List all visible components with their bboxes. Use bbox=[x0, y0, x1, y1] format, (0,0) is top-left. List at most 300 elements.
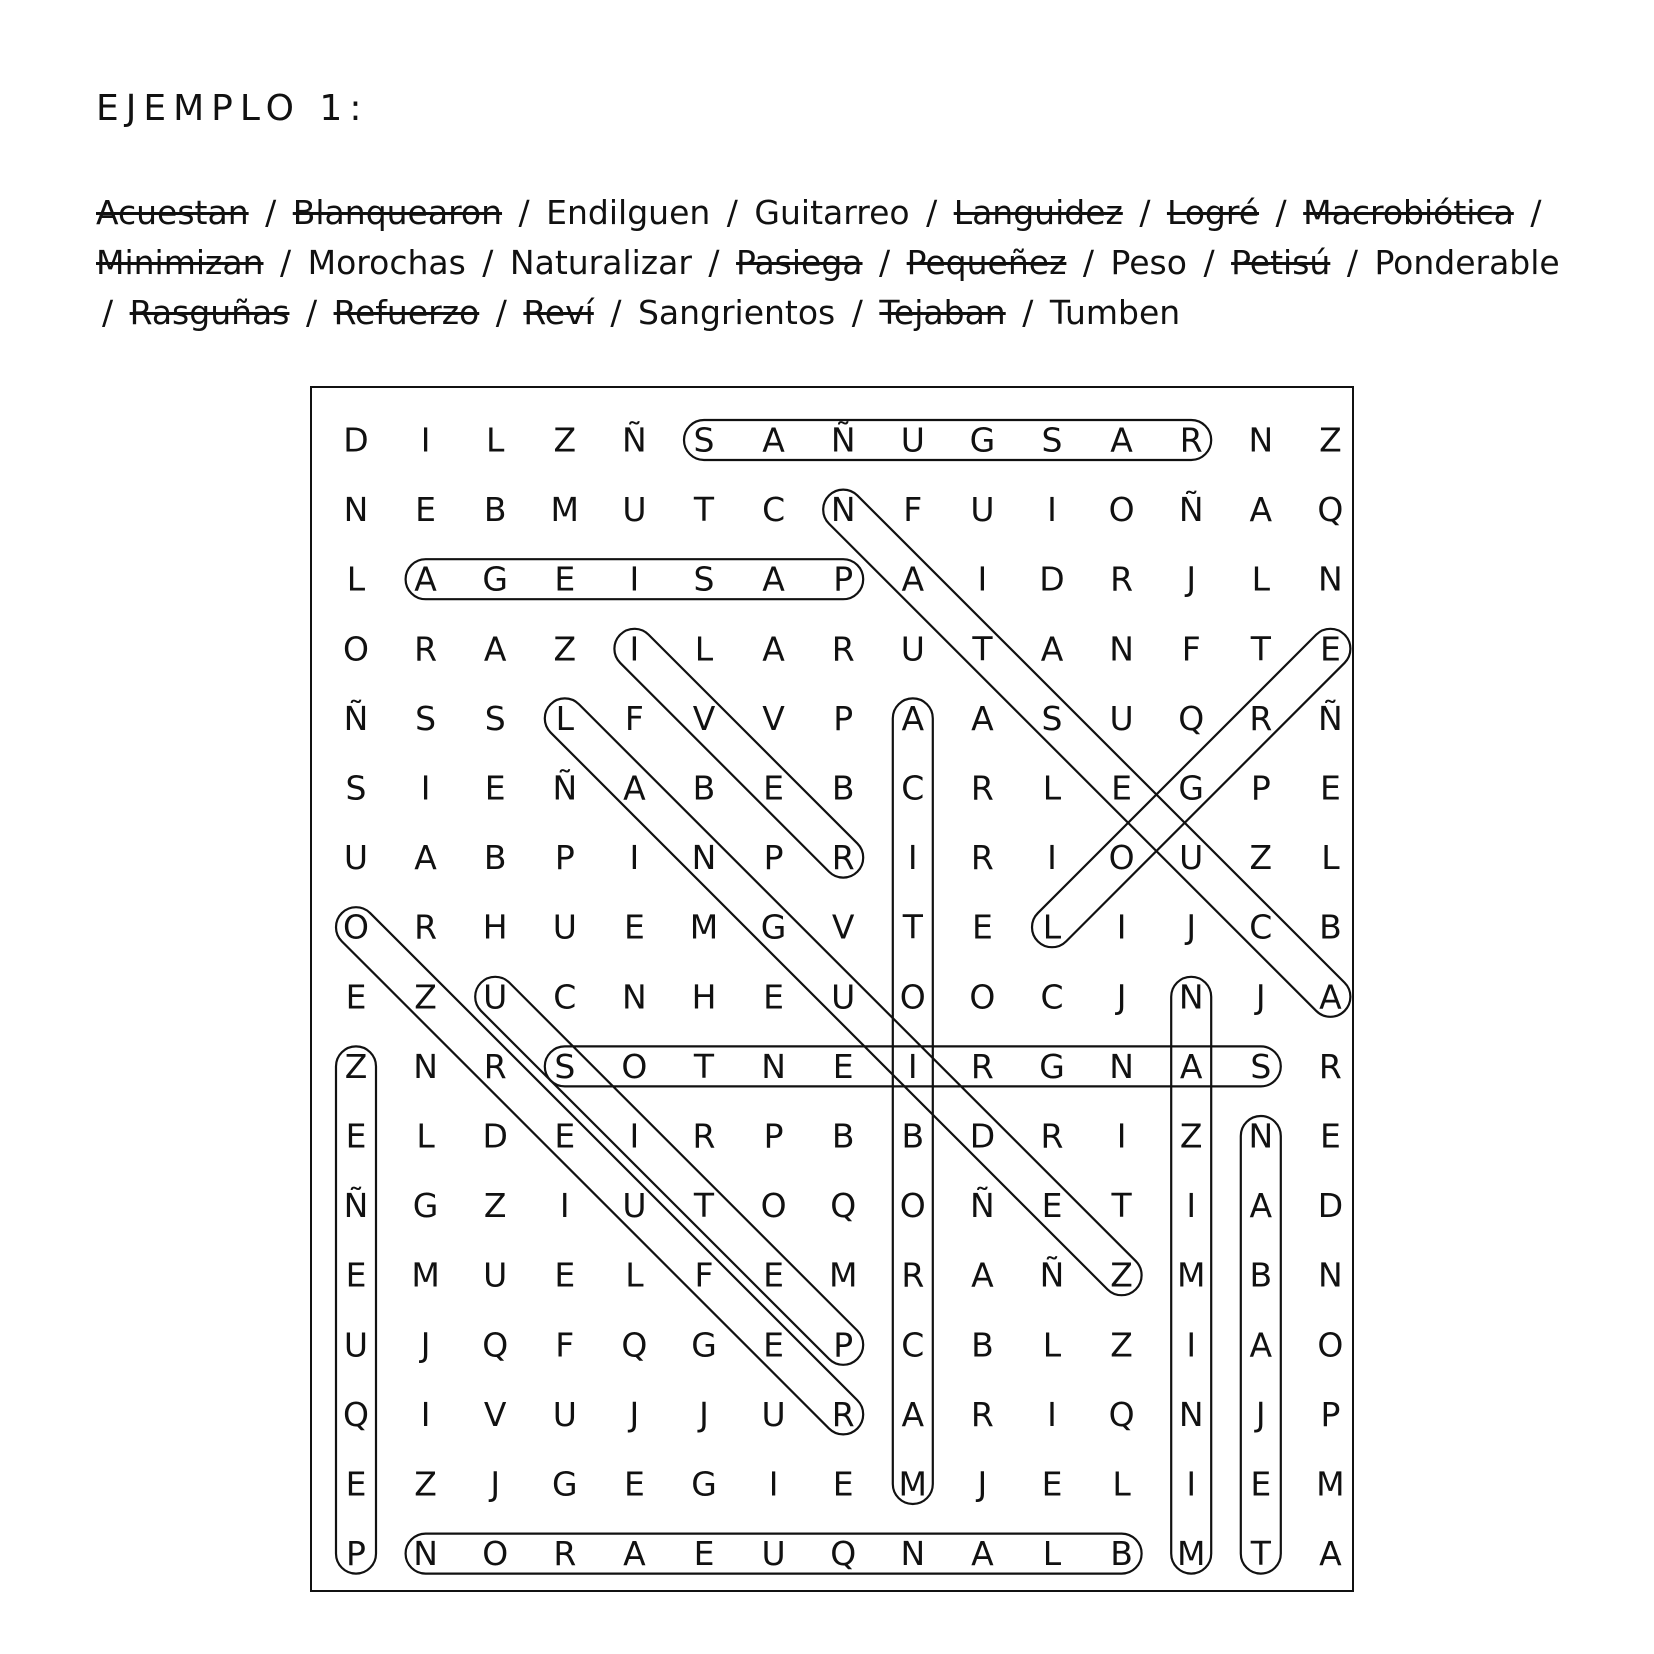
grid-cell: I bbox=[629, 1116, 640, 1156]
grid-cell: T bbox=[1250, 629, 1271, 669]
grid-cell: U bbox=[1109, 698, 1134, 738]
grid-cell: R bbox=[901, 1255, 925, 1295]
puzzle-title: EJEMPLO 1: bbox=[96, 88, 369, 129]
grid-cell: Ñ bbox=[622, 420, 647, 460]
grid-cell: O bbox=[343, 629, 369, 669]
grid-cell: Z bbox=[414, 1464, 437, 1504]
grid-cell: Q bbox=[482, 1325, 509, 1365]
grid-cell: Z bbox=[1249, 838, 1273, 878]
grid-cell: Q bbox=[343, 1394, 369, 1434]
grid-cell: N bbox=[1248, 420, 1274, 460]
grid-cell: M bbox=[1176, 1255, 1206, 1295]
word-separator: / bbox=[610, 293, 622, 332]
found-word-loop bbox=[893, 698, 933, 1504]
grid-cell: L bbox=[625, 1255, 644, 1295]
grid-cell: M bbox=[411, 1255, 440, 1295]
grid-cell: B bbox=[483, 490, 507, 530]
grid-cell: E bbox=[1319, 1116, 1341, 1156]
grid-cell: E bbox=[1250, 1464, 1272, 1504]
grid-cell: S bbox=[1041, 698, 1063, 738]
grid-cell: E bbox=[345, 1464, 367, 1504]
grid-cell: I bbox=[420, 1394, 431, 1434]
grid-cell: U bbox=[761, 1534, 786, 1574]
grid-cell: E bbox=[763, 768, 785, 808]
word-separator: / bbox=[1530, 193, 1542, 232]
grid-cell: I bbox=[1116, 907, 1127, 947]
grid-cell: E bbox=[763, 1325, 785, 1365]
word-7: Minimizan bbox=[96, 243, 264, 282]
grid-cell: G bbox=[552, 1464, 578, 1504]
word-separator: / bbox=[726, 193, 738, 232]
grid-cell: A bbox=[971, 698, 994, 738]
word-3: Guitarreo bbox=[754, 193, 910, 232]
grid-cell: E bbox=[623, 907, 645, 947]
word-separator: / bbox=[305, 293, 318, 332]
grid-cell: T bbox=[1250, 1534, 1271, 1574]
grid-cell: T bbox=[902, 907, 923, 947]
grid-cell: N bbox=[413, 1534, 438, 1574]
grid-cell: O bbox=[969, 977, 996, 1017]
word-separator: / bbox=[879, 243, 891, 282]
grid-cell: U bbox=[622, 1186, 647, 1226]
word-13: Petisú bbox=[1231, 243, 1331, 282]
grid-cell: R bbox=[970, 1394, 994, 1434]
grid-cell: E bbox=[345, 977, 367, 1017]
word-separator: / bbox=[851, 293, 863, 332]
grid-cell: S bbox=[1041, 420, 1063, 460]
grid-cell: U bbox=[343, 838, 369, 878]
grid-cell: O bbox=[760, 1186, 787, 1226]
grid-cell: B bbox=[831, 1116, 855, 1156]
grid-cell: N bbox=[830, 490, 856, 530]
grid-cell: B bbox=[1110, 1534, 1133, 1574]
grid-cell: E bbox=[554, 559, 576, 599]
grid-cell: E bbox=[1041, 1186, 1063, 1226]
grid-cell: S bbox=[693, 420, 715, 460]
word-separator: / bbox=[1275, 193, 1287, 232]
found-word-loop bbox=[328, 899, 872, 1443]
grid-cell: N bbox=[343, 490, 369, 530]
grid-cell: Ñ bbox=[1178, 490, 1204, 530]
grid-cell: L bbox=[1042, 907, 1062, 947]
grid-cell: E bbox=[1111, 768, 1133, 808]
grid-cell: N bbox=[1248, 1116, 1274, 1156]
grid-cell: T bbox=[972, 629, 993, 669]
grid-cell: J bbox=[1186, 907, 1197, 947]
word-18: Sangrientos bbox=[637, 293, 836, 332]
grid-cell: S bbox=[554, 1046, 576, 1086]
grid-cell: F bbox=[694, 1255, 714, 1295]
grid-cell: F bbox=[903, 490, 923, 530]
word-search-board bbox=[310, 386, 1354, 1592]
grid-cell: R bbox=[1040, 1116, 1064, 1156]
grid-cell: O bbox=[621, 1046, 648, 1086]
grid-cell: U bbox=[831, 977, 856, 1017]
grid-cell: A bbox=[901, 698, 925, 738]
grid-cell: A bbox=[762, 420, 785, 460]
word-6: Macrobiótica bbox=[1303, 193, 1514, 232]
grid-cell: L bbox=[486, 420, 505, 460]
grid-cell: G bbox=[482, 559, 508, 599]
grid-cell: Q bbox=[830, 1534, 857, 1574]
grid-cell: I bbox=[907, 838, 918, 878]
grid-cell: P bbox=[554, 838, 575, 878]
grid-cell: R bbox=[483, 1046, 507, 1086]
grid-cell: E bbox=[763, 1255, 785, 1295]
grid-cell: B bbox=[1319, 907, 1342, 947]
word-2: Endilguen bbox=[546, 193, 711, 232]
grid-cell: J bbox=[490, 1464, 501, 1504]
grid-cell: D bbox=[343, 420, 369, 460]
grid-cell: N bbox=[1178, 1394, 1204, 1434]
grid-cell: Z bbox=[1110, 1325, 1133, 1365]
grid-cell: Q bbox=[621, 1325, 648, 1365]
grid-cell: R bbox=[1179, 420, 1203, 460]
word-15: Rasguñas bbox=[129, 293, 290, 332]
grid-cell: R bbox=[692, 1116, 716, 1156]
grid-cell: L bbox=[1321, 838, 1340, 878]
grid-cell: R bbox=[970, 768, 994, 808]
grid-cell: F bbox=[555, 1325, 575, 1365]
grid-cell: A bbox=[971, 1534, 994, 1574]
grid-cell: N bbox=[691, 838, 717, 878]
grid-cell: Z bbox=[414, 977, 437, 1017]
grid-cell: E bbox=[554, 1116, 576, 1156]
grid-cell: I bbox=[907, 1046, 918, 1086]
word-separator: / bbox=[1082, 243, 1095, 282]
grid-cell: A bbox=[1249, 490, 1273, 530]
grid-cell: Z bbox=[483, 1186, 507, 1226]
grid-cell: E bbox=[1041, 1464, 1063, 1504]
grid-cell: A bbox=[414, 559, 437, 599]
grid-cell: B bbox=[483, 838, 507, 878]
grid-cell: L bbox=[416, 1116, 435, 1156]
grid-cell: R bbox=[414, 629, 438, 669]
grid-cell: E bbox=[623, 1464, 645, 1504]
grid-cell: B bbox=[831, 768, 855, 808]
word-separator: / bbox=[1346, 243, 1358, 282]
grid-cell: P bbox=[833, 559, 854, 599]
grid-cell: J bbox=[699, 1394, 709, 1434]
grid-cell: J bbox=[1255, 977, 1266, 1017]
word-separator: / bbox=[495, 293, 507, 332]
grid-cell: N bbox=[413, 1046, 438, 1086]
grid-cell: M bbox=[828, 1255, 858, 1295]
word-17: Reví bbox=[523, 293, 594, 332]
grid-cell: E bbox=[345, 1255, 367, 1295]
grid-cell: D bbox=[1039, 559, 1065, 599]
grid-cell: V bbox=[483, 1394, 507, 1434]
word-separator: / bbox=[1022, 293, 1034, 332]
grid-cell: I bbox=[420, 420, 431, 460]
grid-cell: R bbox=[414, 907, 438, 947]
grid-cell: P bbox=[833, 698, 854, 738]
grid-cell: L bbox=[346, 559, 366, 599]
word-11: Pequeñez bbox=[906, 243, 1067, 282]
grid-cell: O bbox=[1108, 490, 1135, 530]
grid-cell: I bbox=[1116, 1116, 1127, 1156]
grid-cell: R bbox=[553, 1534, 577, 1574]
grid-cell: R bbox=[831, 629, 855, 669]
grid-cell: D bbox=[1317, 1186, 1344, 1226]
grid-cell: C bbox=[762, 490, 786, 530]
word-list bbox=[96, 188, 1576, 338]
grid-cell: G bbox=[691, 1325, 717, 1365]
grid-cell: U bbox=[343, 1325, 369, 1365]
grid-cell: J bbox=[420, 1325, 431, 1365]
grid-cell: S bbox=[693, 559, 715, 599]
grid-cell: G bbox=[1039, 1046, 1065, 1086]
word-separator: / bbox=[1203, 243, 1215, 282]
grid-cell: B bbox=[971, 1325, 994, 1365]
grid-cell: P bbox=[833, 1325, 854, 1365]
grid-cell: T bbox=[693, 1186, 715, 1226]
grid-cell: L bbox=[1042, 1534, 1062, 1574]
grid-cell: C bbox=[901, 768, 925, 808]
word-1: Blanquearon bbox=[292, 193, 503, 232]
word-separator: / bbox=[280, 243, 292, 282]
grid-cell: A bbox=[1319, 977, 1342, 1017]
grid-cell: A bbox=[623, 768, 646, 808]
found-word-loop bbox=[467, 969, 872, 1374]
grid-cell: Z bbox=[344, 1046, 368, 1086]
grid-cell: Z bbox=[553, 420, 577, 460]
grid-cell: E bbox=[484, 768, 506, 808]
grid-cell: Ñ bbox=[1318, 698, 1343, 738]
grid-cell: L bbox=[1042, 1325, 1062, 1365]
word-20: Tumben bbox=[1049, 293, 1181, 332]
grid-cell: I bbox=[629, 629, 640, 669]
grid-cell: J bbox=[1186, 559, 1197, 599]
grid-cell: E bbox=[345, 1116, 367, 1156]
word-9: Naturalizar bbox=[509, 243, 692, 282]
grid-cell: R bbox=[831, 838, 855, 878]
grid-cell: B bbox=[692, 768, 716, 808]
grid-cell: G bbox=[691, 1464, 717, 1504]
grid-cell: A bbox=[762, 559, 785, 599]
grid-cell: N bbox=[900, 1534, 926, 1574]
grid-cell: O bbox=[899, 1186, 926, 1226]
grid-cell: Z bbox=[1319, 420, 1342, 460]
grid-cell: I bbox=[1186, 1464, 1197, 1504]
grid-cell: C bbox=[1040, 977, 1064, 1017]
grid-cell: I bbox=[1047, 1394, 1057, 1434]
word-14: Ponderable bbox=[1374, 243, 1560, 282]
grid-cell: I bbox=[1186, 1325, 1197, 1365]
grid-cell: E bbox=[1319, 629, 1341, 669]
grid-cell: B bbox=[1249, 1255, 1273, 1295]
grid-cell: P bbox=[346, 1534, 366, 1574]
grid-cell: R bbox=[1110, 559, 1134, 599]
grid-cell: L bbox=[1251, 559, 1270, 599]
grid-cell: F bbox=[1181, 629, 1201, 669]
grid-cell: U bbox=[900, 629, 925, 669]
grid-cell: Z bbox=[553, 629, 577, 669]
grid-cell: F bbox=[624, 698, 644, 738]
grid-cell: C bbox=[1249, 907, 1273, 947]
grid-cell: Q bbox=[1317, 490, 1344, 530]
grid-cell: U bbox=[552, 907, 577, 947]
grid-cell: U bbox=[483, 1255, 508, 1295]
grid-cell: L bbox=[1042, 768, 1062, 808]
grid-cell: N bbox=[1318, 559, 1343, 599]
grid-cell: A bbox=[1179, 1046, 1203, 1086]
word-separator: / bbox=[265, 193, 277, 232]
grid-cell: M bbox=[1316, 1464, 1345, 1504]
grid-cell: N bbox=[1178, 977, 1204, 1017]
grid-cell: Ñ bbox=[1039, 1255, 1065, 1295]
grid-cell: L bbox=[1112, 1464, 1131, 1504]
grid-cell: N bbox=[622, 977, 647, 1017]
grid-cell: O bbox=[343, 907, 369, 947]
grid-cell: L bbox=[555, 698, 574, 738]
grid-cell: O bbox=[1317, 1325, 1344, 1365]
letter-grid bbox=[312, 388, 1352, 1590]
grid-cell: M bbox=[550, 490, 580, 530]
grid-cell: O bbox=[899, 977, 926, 1017]
grid-cell: Q bbox=[1178, 698, 1205, 738]
grid-cell: S bbox=[1250, 1046, 1272, 1086]
grid-cell: S bbox=[484, 698, 506, 738]
grid-cell: S bbox=[345, 768, 367, 808]
grid-cell: J bbox=[1116, 977, 1127, 1017]
grid-cell: Ñ bbox=[343, 1186, 369, 1226]
grid-cell: E bbox=[832, 1046, 854, 1086]
grid-cell: Ñ bbox=[343, 698, 369, 738]
grid-cell: Z bbox=[1179, 1116, 1203, 1156]
grid-cell: T bbox=[693, 490, 715, 530]
grid-cell: N bbox=[1109, 1046, 1134, 1086]
grid-cell: I bbox=[629, 559, 640, 599]
grid-cell: C bbox=[553, 977, 577, 1017]
word-5: Logré bbox=[1166, 193, 1260, 232]
grid-cell: R bbox=[1249, 698, 1273, 738]
grid-cell: I bbox=[1047, 838, 1057, 878]
grid-cell: G bbox=[760, 907, 787, 947]
grid-cell: N bbox=[1109, 629, 1134, 669]
grid-cell: Ñ bbox=[552, 768, 578, 808]
grid-cell: Q bbox=[830, 1186, 857, 1226]
grid-cell: V bbox=[692, 698, 716, 738]
grid-cell: C bbox=[901, 1325, 925, 1365]
grid-cell: A bbox=[623, 1534, 646, 1574]
grid-cell: U bbox=[552, 1394, 577, 1434]
grid-cell: B bbox=[901, 1116, 925, 1156]
grid-cell: A bbox=[483, 629, 507, 669]
grid-cell: S bbox=[415, 698, 437, 738]
grid-cell: H bbox=[691, 977, 717, 1017]
grid-cell: Ñ bbox=[970, 1186, 995, 1226]
grid-cell: G bbox=[1178, 768, 1204, 808]
grid-cell: E bbox=[693, 1534, 715, 1574]
grid-cell: O bbox=[482, 1534, 509, 1574]
grid-cell: P bbox=[763, 838, 784, 878]
grid-cell: J bbox=[629, 1394, 640, 1434]
grid-cell: T bbox=[1111, 1186, 1132, 1226]
word-12: Peso bbox=[1110, 243, 1187, 282]
grid-cell: A bbox=[971, 1255, 994, 1295]
grid-cell: E bbox=[554, 1255, 576, 1295]
grid-cell: R bbox=[970, 838, 994, 878]
grid-cell: J bbox=[977, 1464, 988, 1504]
word-0: Acuestan bbox=[96, 193, 249, 232]
grid-cell: L bbox=[694, 629, 714, 669]
grid-cell: I bbox=[977, 559, 988, 599]
grid-cell: I bbox=[1186, 1186, 1197, 1226]
grid-cell: U bbox=[483, 977, 508, 1017]
word-separator: / bbox=[1139, 193, 1151, 232]
word-16: Refuerzo bbox=[333, 293, 480, 332]
grid-cell: E bbox=[1319, 768, 1341, 808]
word-separator: / bbox=[926, 193, 938, 232]
grid-cell: T bbox=[693, 1046, 715, 1086]
grid-cell: A bbox=[1040, 629, 1064, 669]
grid-cell: U bbox=[761, 1394, 786, 1434]
grid-cell: G bbox=[412, 1186, 439, 1226]
grid-cell: A bbox=[901, 559, 925, 599]
grid-cell: A bbox=[414, 838, 437, 878]
grid-cell: M bbox=[1176, 1534, 1206, 1574]
grid-cell: R bbox=[831, 1394, 855, 1434]
grid-cell: I bbox=[768, 1464, 779, 1504]
grid-cell: E bbox=[832, 1464, 854, 1504]
grid-cell: U bbox=[1179, 838, 1204, 878]
grid-cell: J bbox=[1255, 1394, 1266, 1434]
grid-cell: Ñ bbox=[830, 420, 856, 460]
grid-cell: I bbox=[1047, 490, 1057, 530]
grid-cell: N bbox=[761, 1046, 786, 1086]
grid-cell: P bbox=[763, 1116, 784, 1156]
word-8: Morochas bbox=[307, 243, 466, 282]
grid-cell: O bbox=[1108, 838, 1135, 878]
grid-cell: A bbox=[1110, 420, 1133, 460]
grid-cell: I bbox=[629, 838, 640, 878]
grid-cell: A bbox=[762, 629, 785, 669]
grid-cell: D bbox=[969, 1116, 996, 1156]
grid-cell: A bbox=[901, 1394, 925, 1434]
grid-cell: R bbox=[970, 1046, 994, 1086]
grid-cell: U bbox=[970, 490, 995, 530]
grid-cell: U bbox=[900, 420, 925, 460]
grid-cell: E bbox=[415, 490, 437, 530]
grid-cell: P bbox=[1250, 768, 1271, 808]
grid-cell: M bbox=[898, 1464, 928, 1504]
grid-cell: G bbox=[969, 420, 996, 460]
grid-cell: E bbox=[763, 977, 785, 1017]
word-separator: / bbox=[518, 193, 530, 232]
grid-cell: P bbox=[1320, 1394, 1341, 1434]
grid-cell: V bbox=[762, 698, 785, 738]
grid-cell: M bbox=[689, 907, 719, 947]
word-19: Tejaban bbox=[879, 293, 1006, 332]
grid-cell: D bbox=[482, 1116, 508, 1156]
word-separator: / bbox=[708, 243, 720, 282]
grid-cell: N bbox=[1318, 1255, 1343, 1295]
grid-cell: A bbox=[1249, 1325, 1273, 1365]
word-10: Pasiega bbox=[736, 243, 863, 282]
grid-cell: A bbox=[1249, 1186, 1273, 1226]
grid-cell: U bbox=[622, 490, 647, 530]
grid-cell: E bbox=[971, 907, 993, 947]
grid-cell: A bbox=[1319, 1534, 1342, 1574]
grid-cell: V bbox=[831, 907, 855, 947]
grid-cell: Z bbox=[1110, 1255, 1133, 1295]
grid-cell: R bbox=[1318, 1046, 1342, 1086]
word-separator: / bbox=[482, 243, 494, 282]
grid-cell: I bbox=[559, 1186, 570, 1226]
grid-cell: I bbox=[420, 768, 431, 808]
grid-cell: Q bbox=[1108, 1394, 1135, 1434]
